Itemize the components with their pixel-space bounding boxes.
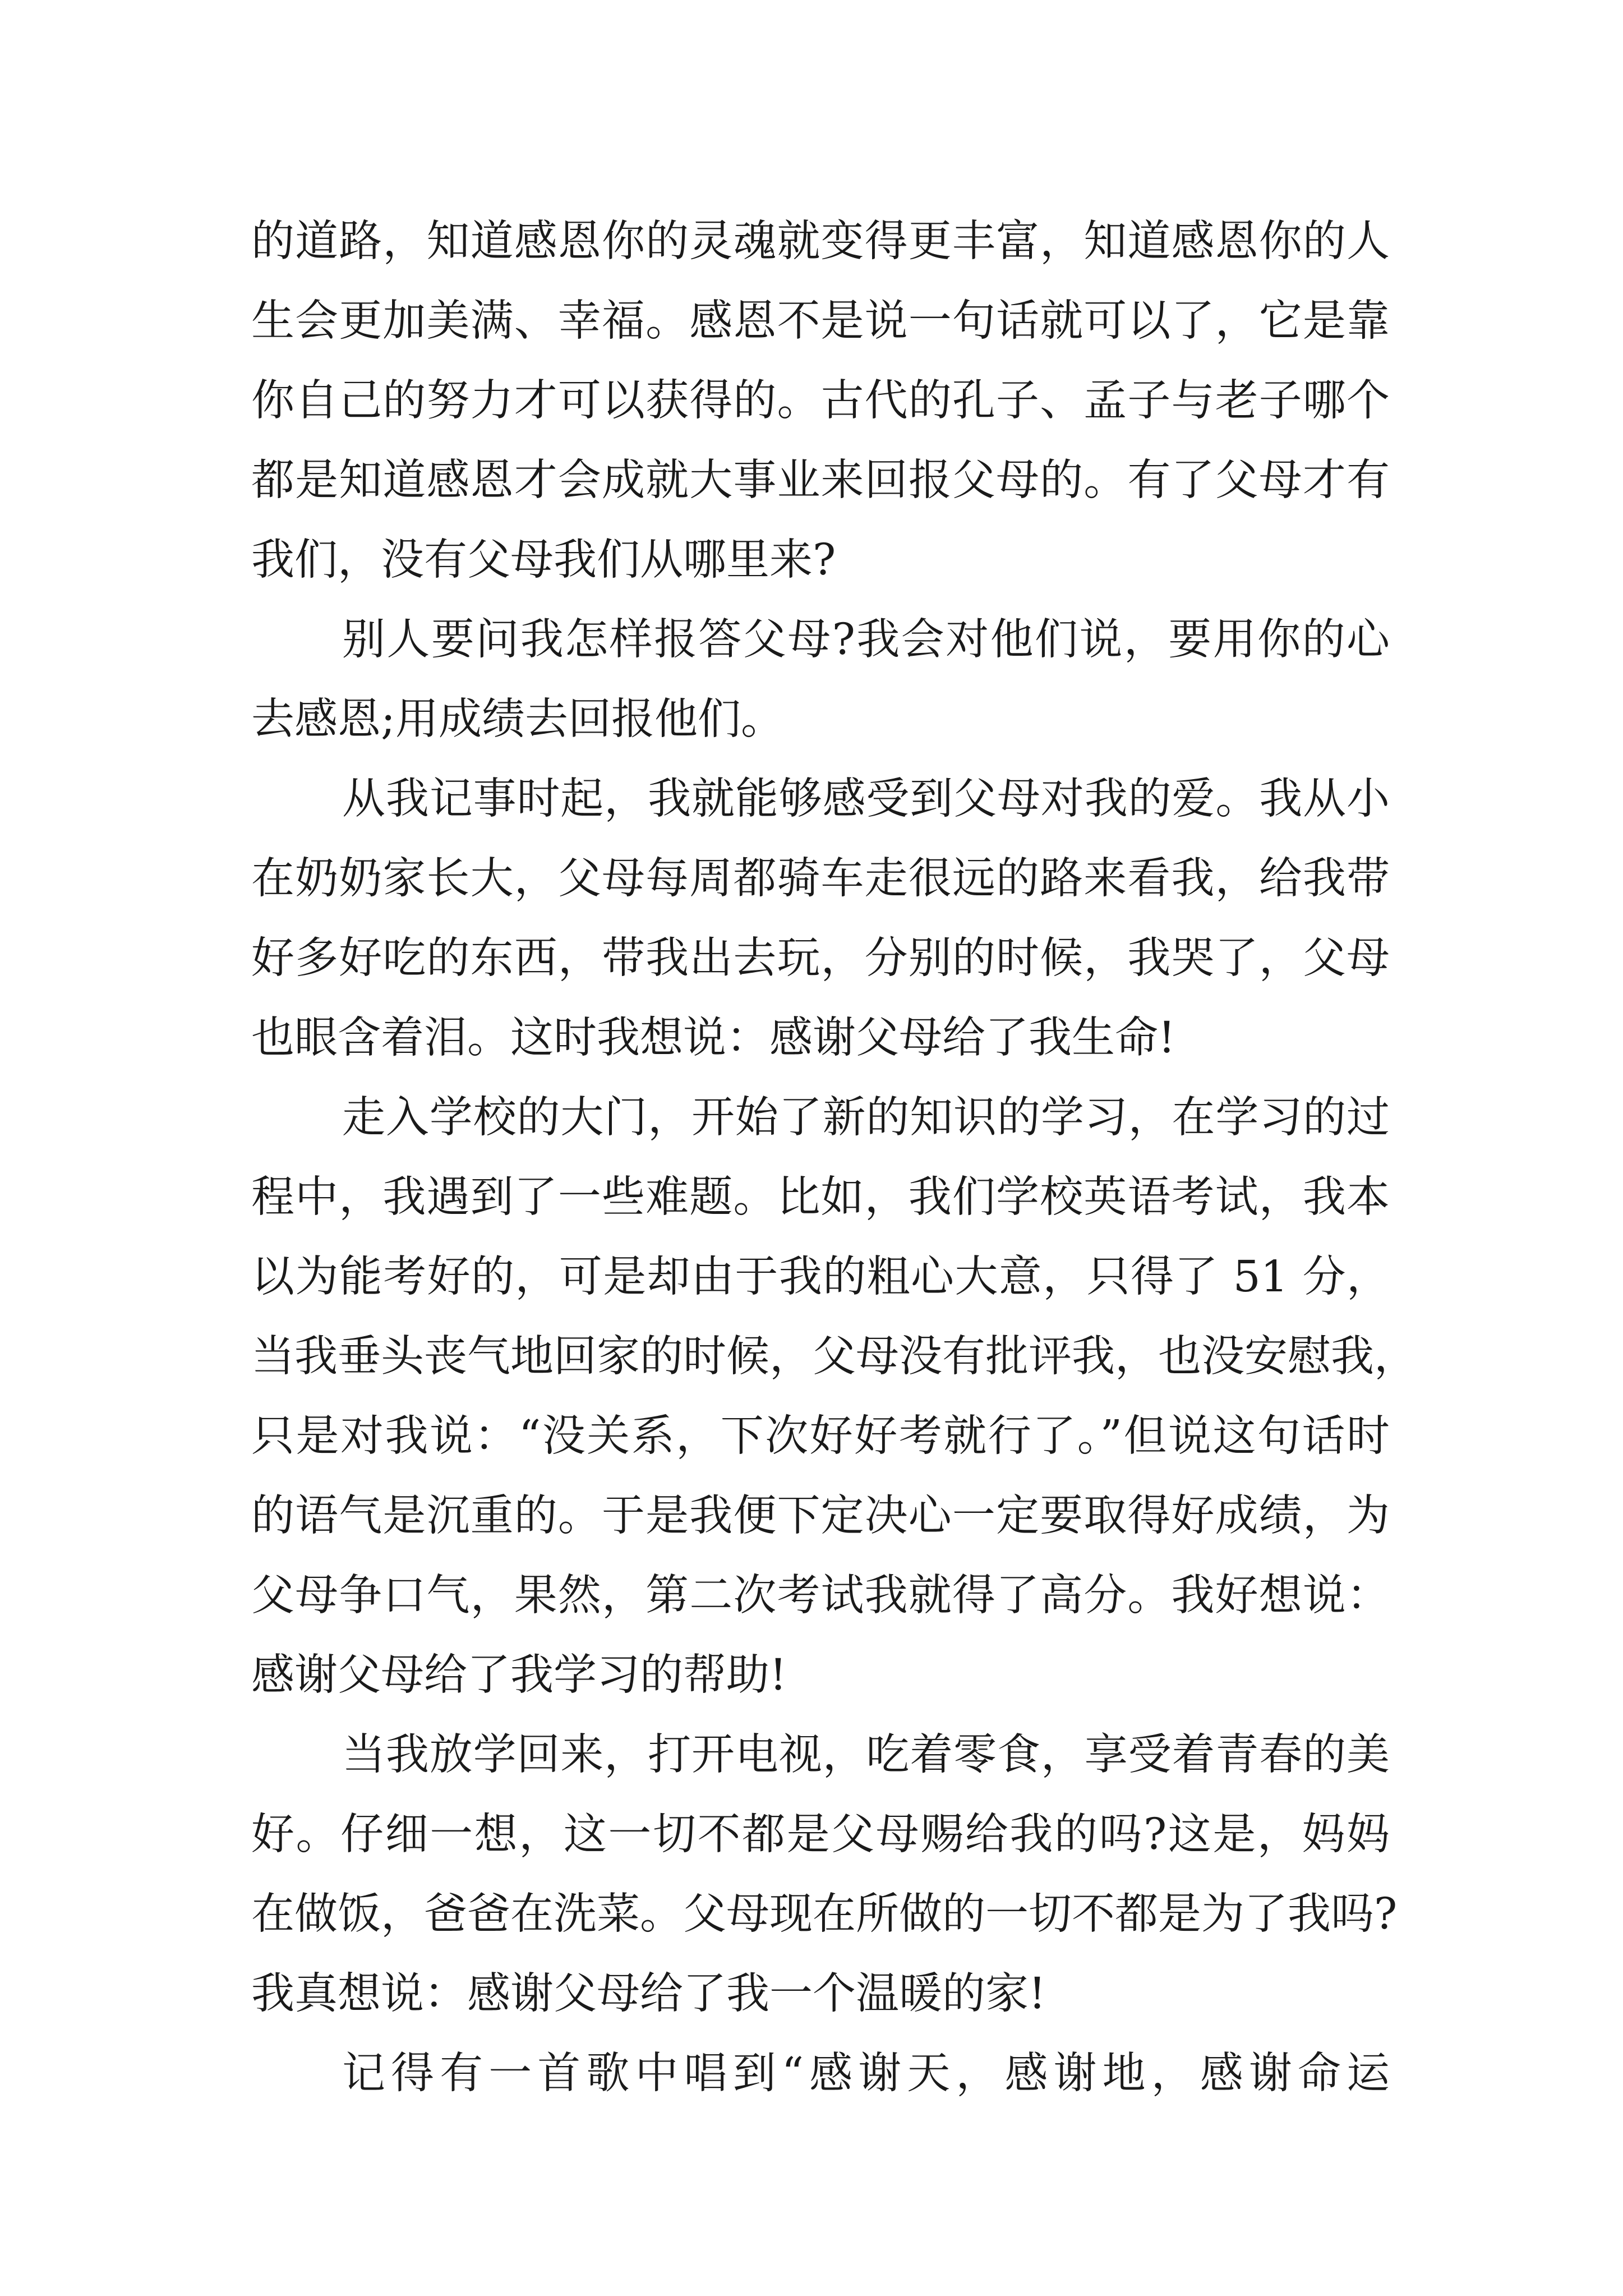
text-line: 感谢父母给了我学习的帮助!	[251, 1650, 787, 1700]
text-line: 以为能考好的，可是却由于我的粗心大意，只得了 51 分，	[251, 1252, 1390, 1302]
text-line: 当我放学回来，打开电视，吃着零食，享受着青春的美	[342, 1730, 1390, 1780]
text-line: 在奶奶家长大，父母每周都骑车走很远的路来看我，给我带	[251, 854, 1390, 904]
text-line: 从我记事时起，我就能够感受到父母对我的爱。我从小	[342, 774, 1390, 824]
text-line: 去感恩;用成绩去回报他们。	[251, 694, 784, 744]
text-line: 生会更加美满、幸福。感恩不是说一句话就可以了，它是靠	[251, 296, 1390, 346]
text-line: 程中，我遇到了一些难题。比如，我们学校英语考试，我本	[251, 1172, 1390, 1222]
text-line: 你自己的努力才可以获得的。古代的孔子、孟子与老子哪个	[251, 376, 1390, 426]
text-line: 别人要问我怎样报答父母?我会对他们说，要用你的心	[342, 615, 1390, 665]
text-line: 的语气是沉重的。于是我便下定决心一定要取得好成绩，为	[251, 1491, 1390, 1541]
text-line: 父母争口气，果然，第二次考试我就得了高分。我好想说：	[251, 1571, 1390, 1621]
text-line: 的道路，知道感恩你的灵魂就变得更丰富，知道感恩你的人	[251, 217, 1390, 266]
text-line: 好多好吃的东西，带我出去玩，分别的时候，我哭了，父母	[251, 933, 1390, 983]
text-line: 当我垂头丧气地回家的时候，父母没有批评我，也没安慰我，	[251, 1332, 1417, 1382]
text-line: 在做饭，爸爸在洗菜。父母现在所做的一切不都是为了我吗?	[251, 1889, 1398, 1939]
text-line: 走入学校的大门，开始了新的知识的学习，在学习的过	[342, 1093, 1390, 1143]
body-text	[251, 202, 1417, 2114]
text-line: 好。仔细一想，这一切不都是父母赐给我的吗?这是，妈妈	[251, 1810, 1390, 1860]
text-line: 记得有一首歌中唱到“感谢天，感谢地，感谢命运	[342, 2049, 1390, 2099]
text-line: 我们，没有父母我们从哪里来?	[251, 535, 836, 585]
text-line: 我真想说：感谢父母给了我一个温暖的家!	[251, 1969, 1046, 2019]
text-line: 只是对我说：“没关系，下次好好考就行了。”但说这句话时	[251, 1411, 1390, 1461]
text-line: 也眼含着泪。这时我想说：感谢父母给了我生命!	[251, 1013, 1175, 1063]
text-line: 都是知道感恩才会成就大事业来回报父母的。有了父母才有	[251, 455, 1390, 505]
